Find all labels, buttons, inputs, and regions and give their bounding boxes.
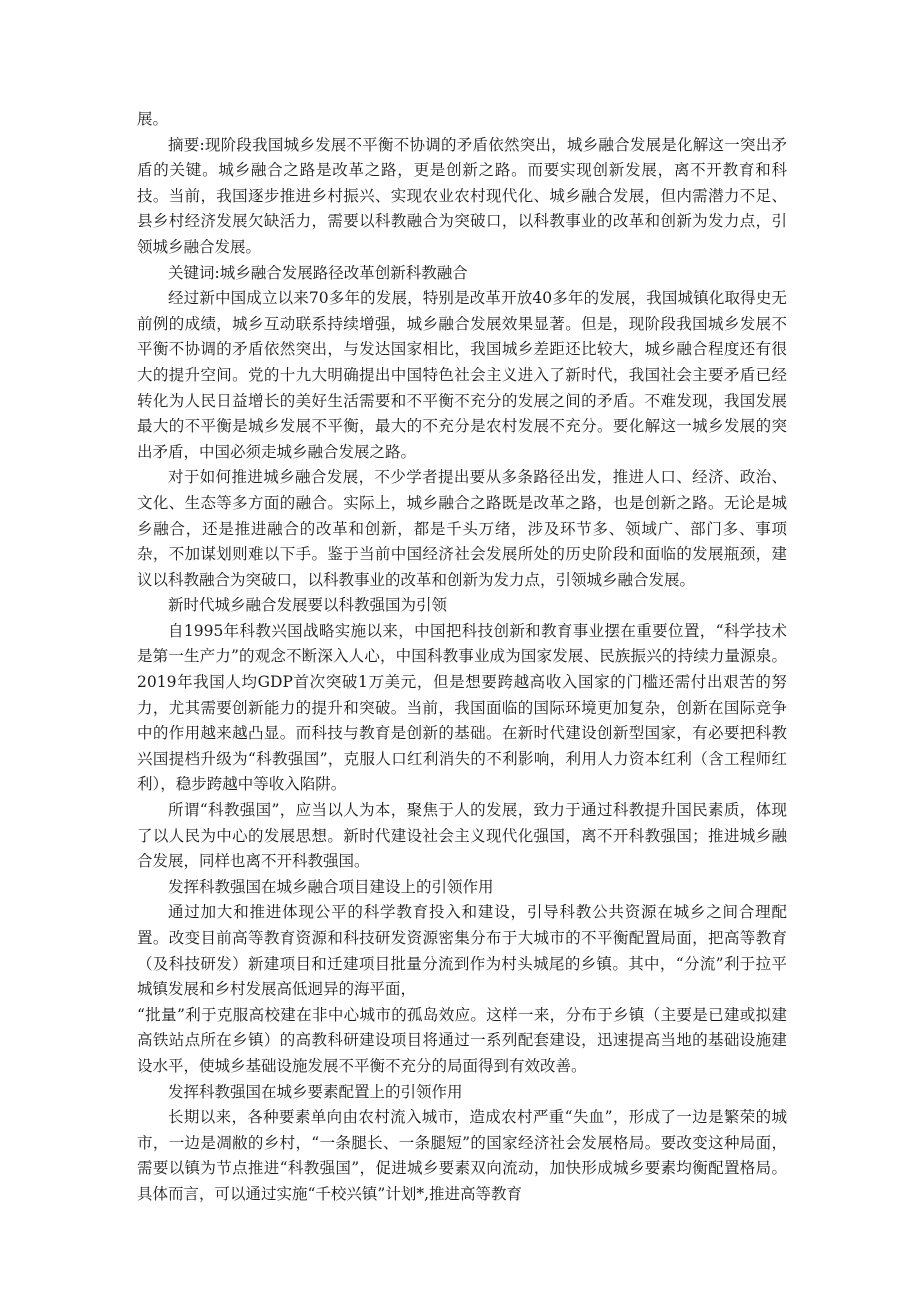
- paragraph-continuation: 展。: [137, 110, 169, 128]
- body-paragraph: 自1995年科教兴国战略实施以来，中国把科技创新和教育事业摆在重要位置，“科学技术是第一生产力”的观念不断深入人心，中国科教事业成为国家发展、民族振兴的持续力量源泉。2019年我国人均GDP首次突破1万美元，但是想要跨越高收入国家的门槛还需付出艰苦的努力，尤其需要创新能力的提升和突破。当前，我国面临的国际环境更加复杂，创新在国际竞争中的作用越来越凸显。而科技与教育是创新的基础。在新时代建设创新型国家，有必要把科教兴国提档升级为“科教强国”，克服人口红利消失的不利影响，利用人力资本红利（含工程师红利），稳步跨越中等收入陷阱。: [137, 621, 787, 794]
- section-heading: 发挥科教强国在城乡要素配置上的引领作用: [168, 1082, 463, 1101]
- section-heading: 发挥科教强国在城乡融合项目建设上的引领作用: [168, 877, 494, 896]
- section-heading: 新时代城乡融合发展要以科教强国为引领: [168, 596, 448, 615]
- document-page: [137, 107, 787, 1208]
- body-paragraph: 对于如何推进城乡融合发展，不少学者提出要从多条路径出发，推进人口、经济、政治、文化、生态等多方面的融合。实际上，城乡融合之路既是改革之路，也是创新之路。无论是城乡融合，还是推进融合的改革和创新，都是千头万绪，涉及环节多、领域广、部门多、事项杂，不加谋划则难以下手。鉴于当前中国经济社会发展所处的历史阶段和面临的发展瓶颈，建议以科教融合为突破口，以科教事业的改革和创新为发力点，引领城乡融合发展。: [137, 468, 787, 589]
- body-paragraph: 通过加大和推进体现公平的科学教育投入和建设，引导科教公共资源在城乡之间合理配置。改变目前高等教育资源和科技研发资源密集分布于大城市的不平衡配置局面，把高等教育（及科技研发）新建项目和迁建项目批量分流到作为村头城尾的乡镇。其中，“分流”利于拉平城镇发展和乡村发展高低迥异的海平面，: [137, 903, 787, 999]
- body-paragraph: 所谓“科教强国”，应当以人为本，聚焦于人的发展，致力于通过科教提升国民素质，体现了以人民为中心的发展思想。新时代建设社会主义现代化强国，离不开科教强国；推进城乡融合发展，同样也离不开科教强国。: [137, 801, 787, 871]
- body-paragraph: “批量”利于克服高校建在非中心城市的孤岛效应。这样一来，分布于乡镇（主要是已建或拟建高铁站点所在乡镇）的高教科研建设项目将通过一系列配套建设，迅速提高当地的基础设施建设水平，使城乡基础设施发展不平衡不充分的局面得到有效改善。: [137, 1005, 787, 1075]
- keywords-paragraph: 关键词:城乡融合发展路径改革创新科教融合: [168, 263, 468, 282]
- body-paragraph: 经过新中国成立以来70多年的发展，特别是改革开放40多年的发展，我国城镇化取得史无前例的成绩，城乡互动联系持续增强，城乡融合发展效果显著。但是，现阶段我国城乡发展不平衡不协调的矛盾依然突出，与发达国家相比，我国城乡差距还比较大，城乡融合程度还有很大的提升空间。党的十九大明确提出中国特色社会主义进入了新时代，我国社会主要矛盾已经转化为人民日益增长的美好生活需要和不平衡不充分的发展之间的矛盾。不难发现，我国发展最大的不平衡是城乡发展不平衡，最大的不充分是农村发展不充分。要化解这一城乡发展的突出矛盾，中国必须走城乡融合发展之路。: [137, 289, 787, 461]
- abstract-paragraph: 摘要:现阶段我国城乡发展不平衡不协调的矛盾依然突出，城乡融合发展是化解这一突出矛盾的关键。城乡融合之路是改革之路，更是创新之路。而要实现创新发展，离不开教育和科技。当前，我国逐步推进乡村振兴、实现农业农村现代化、城乡融合发展，但内需潜力不足、县乡村经济发展欠缺活力，需要以科教融合为突破口，以科教事业的改革和创新为发力点，引领城乡融合发展。: [137, 135, 787, 256]
- body-paragraph: 长期以来，各种要素单向由农村流入城市，造成农村严重“失血”，形成了一边是繁荣的城市，一边是凋敝的乡村，“一条腿长、一条腿短”的国家经济社会发展格局。要改变这种局面，需要以镇为节点推进“科教强国”，促进城乡要素双向流动，加快形成城乡要素均衡配置格局。具体而言，可以通过实施“千校兴镇”计划*,推进高等教育: [137, 1108, 787, 1203]
